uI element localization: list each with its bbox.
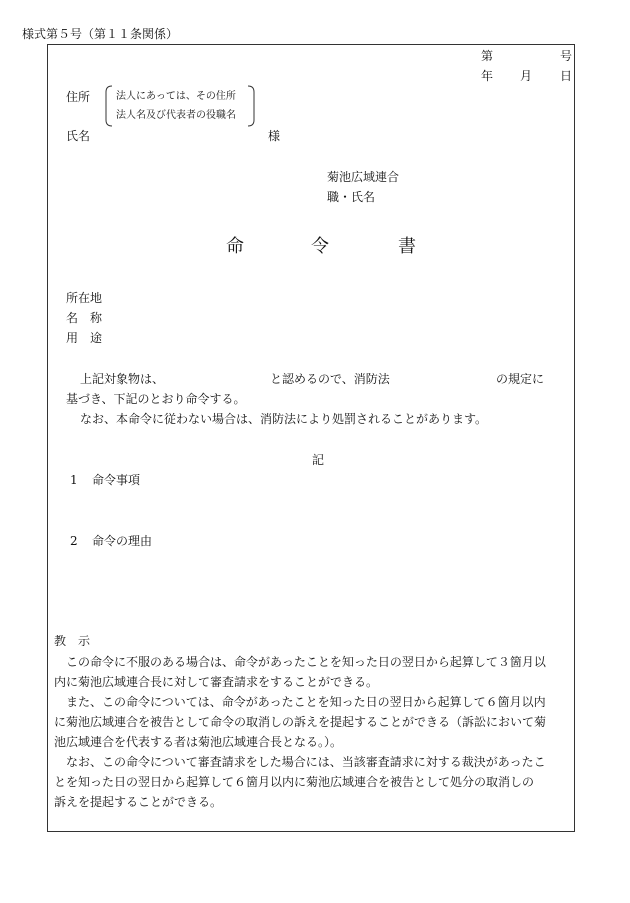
honorific: 様	[268, 129, 281, 143]
item-2-label: 命令の理由	[92, 534, 153, 548]
notice-line-1: この命令に不服のある場合は、命令があったことを知った日の翌日から起算して３箇月以	[66, 655, 546, 669]
body-p1-line2: 基づき、下記のとおり命令する。	[66, 392, 246, 406]
bracket-line-1: 法人にあっては、その住所	[116, 91, 236, 102]
notice-heading: 教 示	[54, 634, 91, 648]
notice-line-8: 訴えを提起することができる。	[54, 795, 223, 809]
issuer-title: 職・氏名	[327, 190, 376, 204]
location-label: 所在地	[66, 291, 103, 305]
use-label: 用 途	[66, 331, 103, 345]
number-suffix: 号	[560, 49, 573, 63]
form-label: 様式第５号（第１１条関係）	[22, 27, 179, 41]
item-2-number: 2	[70, 534, 78, 548]
issuer-org: 菊池広域連合	[327, 170, 400, 184]
document-frame	[47, 44, 575, 832]
notice-line-4: に菊池広域連合を被告として命令の取消しの訴えを提起することができる（訴訟において菊	[54, 715, 547, 729]
date-day: 日	[560, 69, 573, 83]
number-prefix: 第	[481, 49, 494, 63]
body-p1-a: 上記対象物は、	[80, 372, 165, 386]
body-p2: なお、本命令に従わない場合は、消防法により処罰されることがあります。	[80, 412, 488, 426]
ki-heading: 記	[312, 453, 325, 467]
notice-line-7: とを知った日の翌日から起算して６箇月以内に菊池広域連合を被告として処分の取消しの	[54, 775, 535, 789]
notice-line-2: 内に菊池広域連合長に対して審査請求をすることができる。	[54, 675, 379, 689]
notice-line-5: 池広域連合を代表する者は菊池広域連合長となる。）。	[54, 735, 343, 749]
title-char-1: 命	[226, 236, 244, 257]
item-1-number: 1	[70, 473, 78, 487]
date-month: 月	[520, 69, 533, 83]
object-name-label: 名 称	[66, 311, 103, 325]
name-label: 氏名	[66, 129, 91, 143]
body-p1-b: と認めるので、消防法	[270, 372, 390, 386]
title-char-3: 書	[398, 236, 416, 257]
address-label: 住所	[66, 90, 91, 104]
notice-line-6: なお、この命令について審査請求をした場合には、当該審査請求に対する裁決があったこ	[66, 755, 546, 769]
body-p1-c: の規定に	[496, 372, 545, 386]
item-1-label: 命令事項	[92, 473, 141, 487]
notice-line-3: また、この命令については、命令があったことを知った日の翌日から起算して６箇月以内	[66, 695, 546, 709]
title-char-2: 令	[311, 236, 329, 257]
bracket-line-2: 法人名及び代表者の役職名	[116, 110, 236, 121]
date-year: 年	[481, 69, 494, 83]
